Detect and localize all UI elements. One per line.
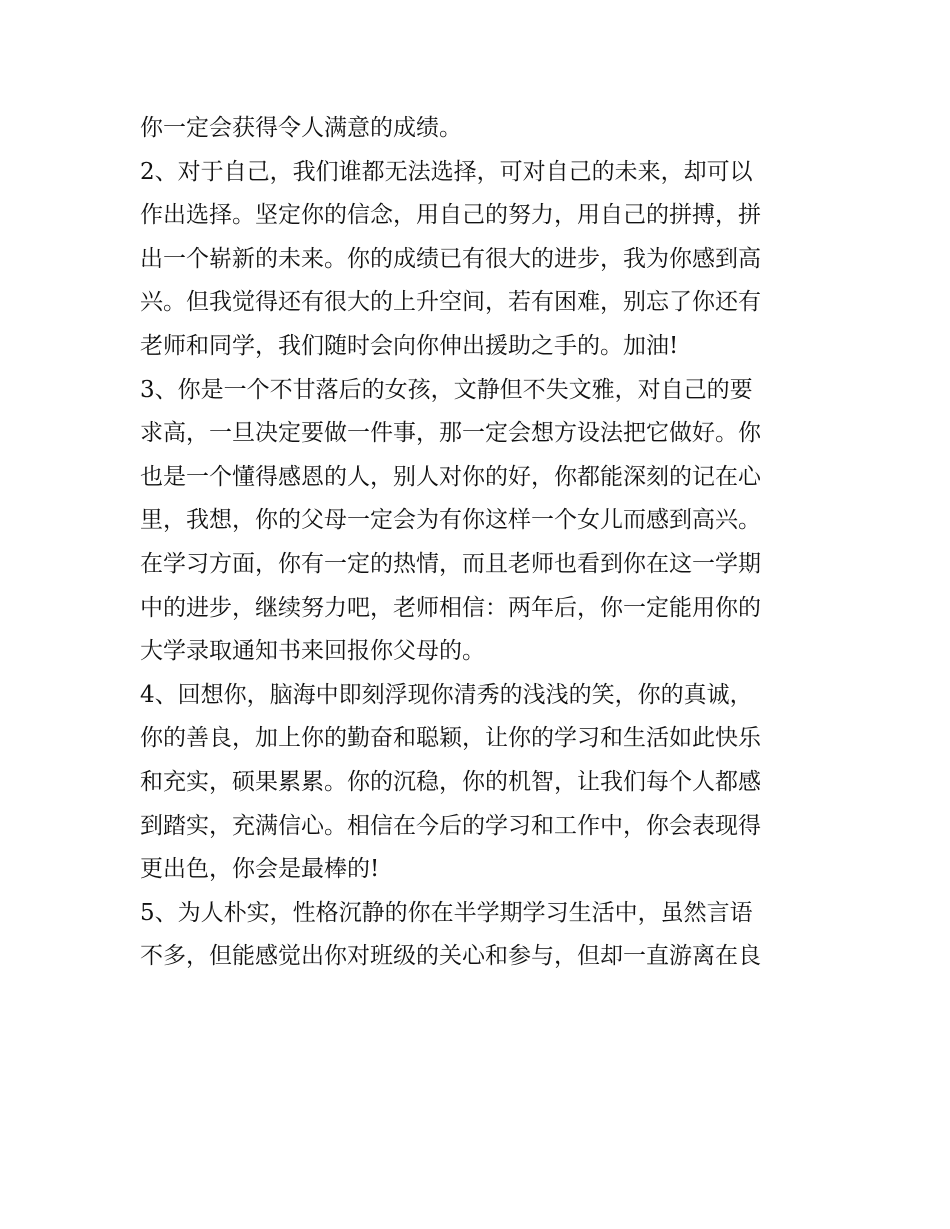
text-line: 里，我想，你的父母一定会为有你这样一个女儿而感到高兴。 (140, 507, 761, 534)
text-line: 5、为人朴实，性格沉静的你在半学期学习生活中，虽然言语 (140, 899, 753, 926)
text-line: 你的善良，加上你的勤奋和聪颖，让你的学习和生活如此快乐 (140, 725, 761, 752)
text-line: 3、你是一个不甘落后的女孩，文静但不失文雅，对自己的要 (140, 376, 753, 403)
text-line: 大学录取通知书来回报你父母的。 (140, 638, 485, 665)
text-line: 更出色，你会是最棒的! (140, 856, 380, 883)
text-line: 出一个崭新的未来。你的成绩已有很大的进步，我为你感到高 (140, 245, 761, 272)
text-line: 在学习方面，你有一定的热情，而且老师也看到你在这一学期 (140, 550, 761, 577)
text-line: 中的进步，继续努力吧，老师相信：两年后，你一定能用你的 (140, 594, 761, 621)
text-line: 和充实，硕果累累。你的沉稳，你的机智，让我们每个人都感 (140, 768, 761, 795)
text-line: 不多，但能感觉出你对班级的关心和参与，但却一直游离在良 (140, 943, 761, 970)
text-line: 到踏实，充满信心。相信在今后的学习和工作中，你会表现得 (140, 812, 761, 839)
text-line: 你一定会获得令人满意的成绩。 (140, 115, 462, 141)
text-line: 4、回想你，脑海中即刻浮现你清秀的浅浅的笑，你的真诚， (140, 681, 753, 708)
text-line: 老师和同学，我们随时会向你伸出援助之手的。加油! (140, 332, 679, 359)
text-line: 2、对于自己，我们谁都无法选择，可对自己的未来，却可以 (140, 158, 753, 185)
text-line: 求高，一旦决定要做一件事，那一定会想方设法把它做好。你 (140, 420, 761, 447)
text-line: 作出选择。坚定你的信念，用自己的努力，用自己的拼搏，拼 (140, 202, 761, 229)
text-line: 也是一个懂得感恩的人，别人对你的好，你都能深刻的记在心 (140, 463, 761, 490)
document-body (140, 107, 820, 979)
text-line: 兴。但我觉得还有很大的上升空间，若有困难，别忘了你还有 (140, 289, 761, 316)
